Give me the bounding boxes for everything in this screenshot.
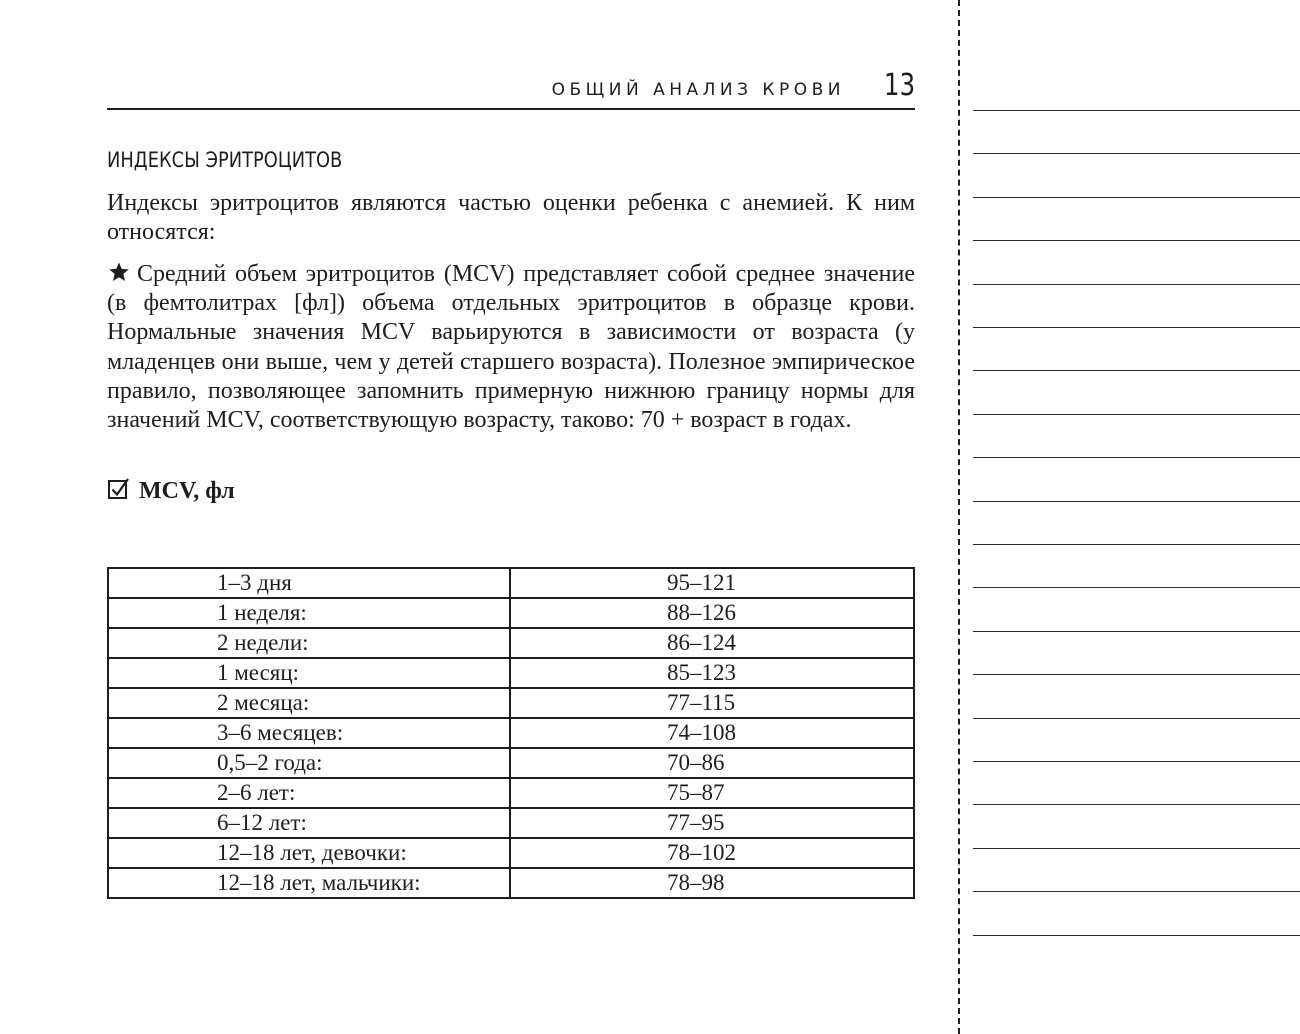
age-cell: 1–3 дня — [108, 568, 510, 598]
note-line — [973, 718, 1300, 719]
note-line — [973, 544, 1300, 545]
value-cell: 88–126 — [510, 598, 914, 628]
section-heading: ИНДЕКСЫ ЭРИТРОЦИТОВ — [107, 148, 343, 172]
age-cell: 6–12 лет: — [108, 808, 510, 838]
age-cell: 2 недели: — [108, 628, 510, 658]
cut-line — [958, 0, 960, 1034]
table-row — [108, 778, 914, 808]
age-cell: 3–6 месяцев: — [108, 718, 510, 748]
table-row — [108, 598, 914, 628]
value-cell: 95–121 — [510, 568, 914, 598]
value-cell: 74–108 — [510, 718, 914, 748]
value-cell: 78–98 — [510, 868, 914, 898]
note-line — [973, 761, 1300, 762]
table-row — [108, 868, 914, 898]
value-cell: 75–87 — [510, 778, 914, 808]
running-header — [107, 66, 915, 110]
table-row — [108, 718, 914, 748]
mcv-table — [107, 567, 915, 899]
note-line — [973, 891, 1300, 892]
value-cell: 85–123 — [510, 658, 914, 688]
note-line — [973, 935, 1300, 936]
note-line — [973, 414, 1300, 415]
star-icon — [107, 261, 131, 283]
age-cell: 12–18 лет, мальчики: — [108, 868, 510, 898]
note-line — [973, 240, 1300, 241]
note-line — [973, 284, 1300, 285]
note-line — [973, 110, 1300, 111]
age-cell: 12–18 лет, девочки: — [108, 838, 510, 868]
age-cell: 1 месяц: — [108, 658, 510, 688]
age-cell: 1 неделя: — [108, 598, 510, 628]
note-line — [973, 674, 1300, 675]
value-cell: 78–102 — [510, 838, 914, 868]
table-heading — [107, 477, 235, 505]
value-cell: 70–86 — [510, 748, 914, 778]
table-row — [108, 808, 914, 838]
note-line — [973, 153, 1300, 154]
mcv-paragraph — [107, 260, 915, 435]
table-row — [108, 838, 914, 868]
age-cell: 2–6 лет: — [108, 778, 510, 808]
age-cell: 0,5–2 года: — [108, 748, 510, 778]
page-number: 13 — [883, 68, 915, 103]
checkbox-checked-icon — [107, 477, 131, 501]
table-row — [108, 568, 914, 598]
table-row — [108, 748, 914, 778]
intro-paragraph: Индексы эритроцитов являются частью оценки ребенка с анемией. К ним относятся: — [107, 190, 915, 246]
note-line — [973, 327, 1300, 328]
note-line — [973, 197, 1300, 198]
running-title: ОБЩИЙ АНАЛИЗ КРОВИ — [551, 80, 845, 100]
value-cell: 86–124 — [510, 628, 914, 658]
note-line — [973, 631, 1300, 632]
table-row — [108, 658, 914, 688]
table-row — [108, 628, 914, 658]
age-cell: 2 месяца: — [108, 688, 510, 718]
value-cell: 77–95 — [510, 808, 914, 838]
note-line — [973, 457, 1300, 458]
table-row — [108, 688, 914, 718]
note-line — [973, 501, 1300, 502]
value-cell: 77–115 — [510, 688, 914, 718]
note-line — [973, 804, 1300, 805]
mcv-description: Средний объем эритроцитов (MCV) представляет собой среднее значение (в фемтолитрах [фл]) объема отдельных эритроцитов в образце крови. Нормальные значения MCV варьируются в зависимости от возраста (у младенцев они выше, чем у детей старшего возраста). Полезное эмпирическое правило, позволяющее запомнить примерную нижнюю границу нормы для значений MCV, соответствующую возрасту, таково: 70 + возраст в годах. — [107, 261, 915, 434]
note-line — [973, 848, 1300, 849]
table-heading-label: MCV, фл — [139, 478, 235, 504]
note-line — [973, 587, 1300, 588]
note-line — [973, 370, 1300, 371]
